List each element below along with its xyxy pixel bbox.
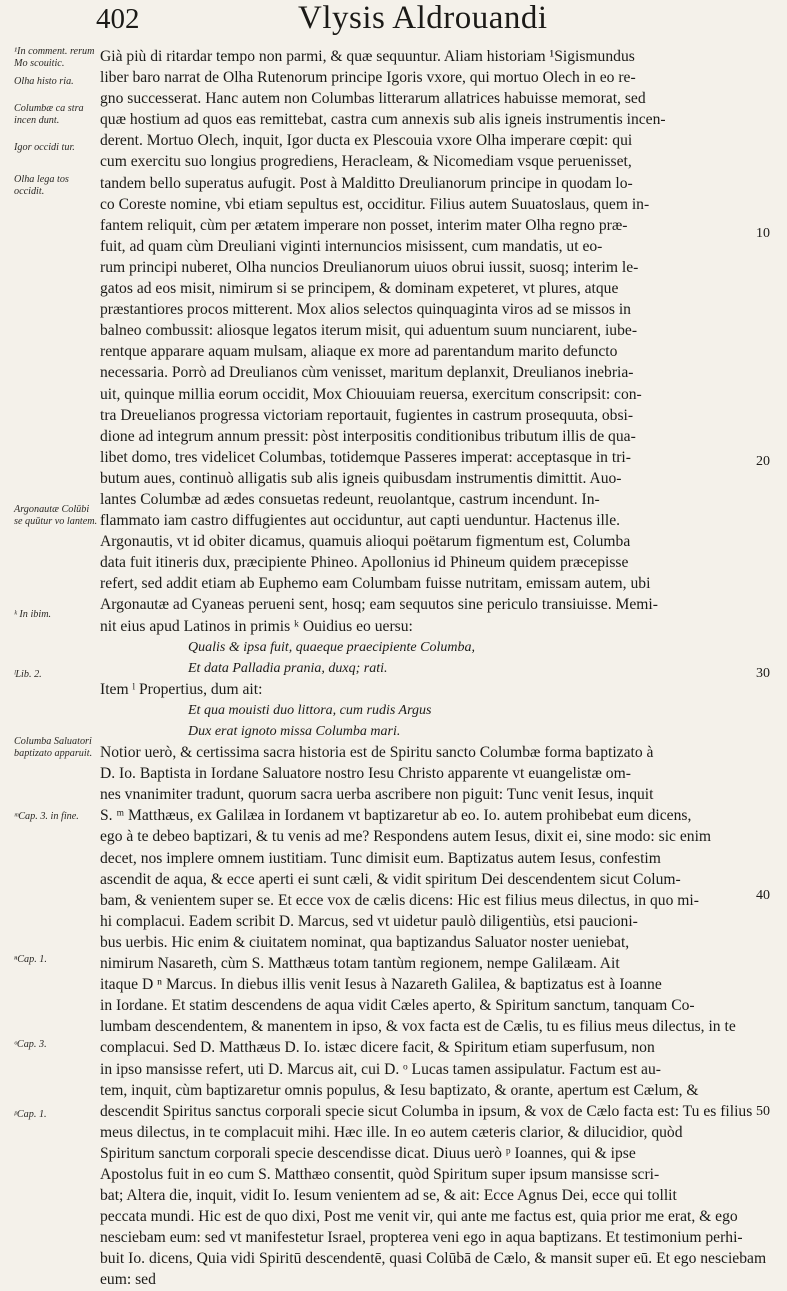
text-line: D. Io. Baptista in Iordane Saluatore nostro Iesu Christo apparente vt euangelistæ om- bbox=[100, 765, 631, 783]
text-line: necessaria. Porrò ad Dreulianos cùm venisset, maritum deplanxit, Dreulianos inebria- bbox=[100, 364, 634, 382]
text-line: uit, quinque millia eorum occidit, Mox Chiouuiam reuersa, exercitum conscripsit: con- bbox=[100, 385, 642, 403]
text-line: rum principi nuberet, Olha nuncios Dreulianorum uiuos obrui iussit, suosq; interim le- bbox=[100, 258, 639, 276]
text-line: Et qua mouisti duo littora, cum rudis Argus bbox=[188, 702, 432, 718]
text-line: eum: sed bbox=[100, 1271, 156, 1289]
margin-note: Olha histo ria. bbox=[14, 76, 74, 87]
margin-note: Argonautæ Colūbi se quūtur vo lantem. bbox=[14, 504, 98, 528]
text-line: tem, inquit, cùm baptizaretur omnis populus, & Iesu baptizato, & orante, apertum est Cælum, & bbox=[100, 1081, 699, 1099]
text-line: descendit Spiritus sanctus corporali specie sicut Columba in ipsum, & vox de Cælo facta est: Tu es filius bbox=[100, 1102, 753, 1120]
margin-note: Columba Saluatori baptizato apparuit. bbox=[14, 736, 93, 760]
text-line: Dux erat ignoto missa Columba mari. bbox=[188, 724, 401, 739]
text-line: balneo combussit: aliosque legatos iterum misit, qui aduentum suum nunciarent, iube- bbox=[100, 322, 638, 340]
text-line: Qualis & ipsa fuit, quaeque praecipiente Columba, bbox=[188, 639, 475, 655]
margin-note: Columbæ ca stra incen dunt. bbox=[14, 103, 84, 127]
text-line: bat; Altera die, inquit, vidit Io. Iesum venientem ad se, & ait: Ecce Agnus Dei, ecce qui tollit bbox=[100, 1187, 677, 1205]
margin-note: ᵐCap. 3. in fine. bbox=[14, 811, 79, 822]
text-line: Apostolus fuit in eo cum S. Matthæo consentit, quòd Spiritum super ipsum mansisse scri- bbox=[100, 1165, 660, 1183]
text-line: bus uerbis. Hic enim & ciuitatem nominat, qua baptizandus Saluator noster ueniebat, bbox=[100, 933, 630, 951]
text-line: decet, nos implere omnem iustitiam. Tunc dimisit eum. Baptizatus autem Iesus, confestim bbox=[100, 849, 661, 867]
text-line: meus dilectus, in te complacuit mihi. Hæc ille. In eo autem cæteris clarior, & dilucidior, quòd bbox=[100, 1123, 683, 1141]
line-number: 50 bbox=[756, 1104, 770, 1119]
page-number: 402 bbox=[96, 3, 140, 35]
text-line: in Iordane. Et statim descendens de aqua vidit Cæles aperto, & Spiritum sanctum, tanquam Co- bbox=[100, 997, 695, 1015]
text-line: nes vnanimiter tradunt, quorum sacra uerba ascribere non piguit: Tunc venit Iesus, inquit bbox=[100, 786, 654, 804]
text-line: præstantiores procos mitterent. Mox alios selectos quinquaginta viros ad se missos in bbox=[100, 301, 631, 319]
text-line: dione ad integrum annum pressit: pòst interpositis conditionibus tributum illis de qua- bbox=[100, 427, 636, 445]
text-line: liber baro narrat de Olha Rutenorum principe Igoris vxore, qui mortuo Olech in eo re- bbox=[100, 69, 636, 87]
line-number: 10 bbox=[756, 226, 770, 241]
margin-note: ᵏ In ibim. bbox=[14, 609, 52, 620]
text-line: butum aues, continuò alligatis sub alis igneis quibusdam instrumentis dimittit. Auo- bbox=[100, 469, 622, 487]
margin-note: Olha lega tos occidit. bbox=[14, 174, 69, 198]
text-line: lumbam descendentem, & manentem in ipso, & vox facta est de Cælis, tu es filius meus dilectus, in te bbox=[100, 1018, 736, 1036]
text-line: bam, & venientem super se. Et ecce vox de cælis dicens: Hic est filius meus dilectus, in quo mi- bbox=[100, 891, 699, 909]
text-line: S. ᵐ Matthæus, ex Galilæa in Iordanem vt baptizaretur ab eo. Io. autem prohibebat eum dicens, bbox=[100, 807, 692, 825]
text-line: data fuit itineris dux, præcipiente Phineo. Apollonius id Phineum quidem præcepisse bbox=[100, 554, 629, 572]
text-line: gatos ad eos misit, nimirum si se principem, & dominam expeteret, vt plures, atque bbox=[100, 280, 619, 298]
text-line: ascendit de aqua, & ecce aperti ei sunt cæli, & vidit spiritum Dei descendentem sicut Colum- bbox=[100, 870, 681, 888]
text-line: peccata mundi. Hic est de quo dixi, Post me venit vir, qui ante me factus est, quia prior me erat, & ego bbox=[100, 1208, 738, 1226]
text-line: cum exercitu suo longius progrediens, Heracleam, & Nicomediam vsque peruenisset, bbox=[100, 153, 632, 171]
margin-note: ¹In comment. rerum Mo scouitic. bbox=[14, 46, 95, 70]
text-line: libet domo, tres videlicet Columbas, totidemque Passeres imperat: acceptasque in tri- bbox=[100, 448, 631, 466]
text-line: quæ hostium ad quos eas remittebat, castra cum annexis sub alis igneis instrumentis incen- bbox=[100, 111, 666, 129]
text-line: nimirum Nasareth, cùm S. Matthæus totam tantùm regionem, nempe Galilæam. Ait bbox=[100, 955, 620, 973]
running-title: Vlysis Aldrouandi bbox=[298, 0, 548, 36]
margin-note: ᵖCap. 1. bbox=[14, 1109, 47, 1120]
text-line: fantem reliquit, cùm per ætatem imperare non posset, interim mater Olha regno præ- bbox=[100, 216, 628, 234]
text-line: lantes Columbæ ad ædes consuetas redeunt, reuolantque, castrum incendunt. In- bbox=[100, 490, 600, 508]
text-line: rentque apparare aquam mulsam, aliaque ex more ad parentandum marito defuncto bbox=[100, 343, 618, 361]
text-line: in ipso mansisse refert, uti D. Marcus ait, cui D. ᵒ Lucas tamen assipulatur. Factum est au- bbox=[100, 1060, 661, 1078]
text-line: tra Dreuelianos progressa victoriam reportauit, fugientes in castrum prosequuta, obsi- bbox=[100, 406, 634, 424]
text-line: fuit, ad quam cùm Dreuliani viginti internuncios misissent, cum mandatis, ut eo- bbox=[100, 237, 603, 255]
text-line: nesciebam eum: sed vt manifestetur Israel, propterea veni ego in aqua baptizans. Et testimonium perhi- bbox=[100, 1229, 743, 1247]
margin-note: Igor occidi tur. bbox=[14, 142, 75, 153]
text-line: Argonautis, vt id obiter dicamus, quamuis alioqui poëtarum figmentum est, Columba bbox=[100, 533, 631, 551]
text-line: Già più di ritardar tempo non parmi, & quæ sequuntur. Aliam historiam ¹Sigismundus bbox=[100, 48, 635, 65]
margin-note: ⁿCap. 1. bbox=[14, 954, 47, 965]
text-line: Argonautæ ad Cyaneas perueni sent, hosq; eam sequutos sine periculo transiuisse. Memi- bbox=[100, 596, 658, 614]
margin-note: ᵒCap. 3. bbox=[14, 1039, 47, 1050]
text-line: nit eius apud Latinos in primis ᵏ Ouidius eo uersu: bbox=[100, 617, 413, 635]
page-header bbox=[0, 0, 787, 40]
text-line: buit Io. dicens, Quia vidi Spiritū descendentē, quasi Colūbā de Cælo, & mansit super eū. Et ego nesciebam bbox=[100, 1250, 767, 1268]
text-line: gno successerat. Hanc autem non Columbas litterarum allatrices habuisse memorat, sed bbox=[100, 90, 646, 108]
text-line: itaque D ⁿ Marcus. In diebus illis venit Iesus à Nazareth Galilea, & baptizatus est à Ioanne bbox=[100, 976, 662, 994]
text-line: complacui. Sed D. Matthæus D. Io. istæc dicere facit, & Spiritum etiam superfusum, non bbox=[100, 1039, 655, 1057]
text-line: derent. Mortuo Olech, inquit, Igor ducta ex Plescouia vxore Olha imperare cœpit: qui bbox=[100, 132, 633, 150]
text-line: flammato iam castro diffugientes aut occiduntur, aut capti uenduntur. Hactenus ille. bbox=[100, 512, 621, 530]
line-number: 40 bbox=[756, 888, 770, 903]
text-line: Notior uerò, & certissima sacra historia est de Spiritu sancto Columbæ forma baptizato à bbox=[100, 744, 654, 762]
line-number: 30 bbox=[756, 666, 770, 681]
text-line: co Coreste nomine, vbi etiam sepultus est, occiditur. Filius autem Suuatoslaus, quem in- bbox=[100, 195, 650, 213]
line-number: 20 bbox=[756, 454, 770, 469]
text-line: refert, sed addit etiam ab Euphemo eam Columbam fuisse nutritam, emissam autem, ubi bbox=[100, 575, 651, 593]
text-line: tandem bello superatus aufugit. Post à Malditto Dreulianorum principe in quodam lo- bbox=[100, 174, 633, 192]
margin-note: ˡLib. 2. bbox=[14, 669, 42, 680]
text-line: hi complacui. Eadem scribit D. Marcus, sed vt uidetur paulò diligentiùs, etsi paucioni- bbox=[100, 912, 638, 930]
text-line: ego à te debeo baptizari, & tu venis ad me? Respondens autem Iesus, dixit ei, sine modo: sic enim bbox=[100, 828, 712, 846]
text-line: Item ˡ Propertius, dum ait: bbox=[100, 680, 263, 698]
text-line: Spiritum sanctum corporali specie descendisse dicat. Diuus uerò ᵖ Ioannes, qui & ipse bbox=[100, 1144, 636, 1162]
text-line: Et data Palladia prania, duxq; rati. bbox=[188, 660, 388, 676]
